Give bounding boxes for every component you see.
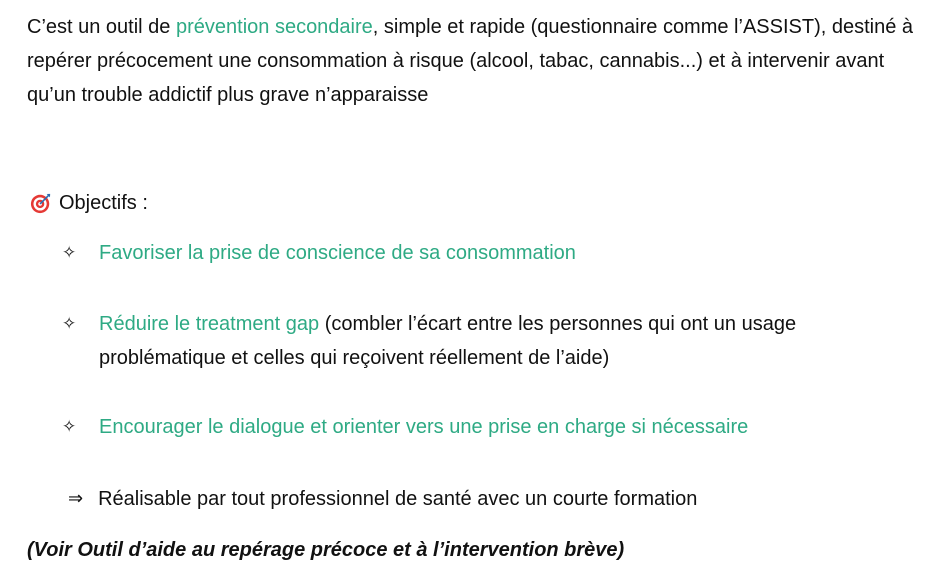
- objective-text: [99, 410, 912, 444]
- conclusion-text: Réalisable par tout professionnel de santé avec un courte formation: [98, 488, 698, 510]
- sparkle-bullet-icon: ✧: [62, 417, 77, 437]
- objective-highlight: Favoriser la prise de conscience de sa consommation: [99, 242, 576, 264]
- objective-text: [99, 307, 912, 375]
- double-arrow-icon: ⇒: [68, 488, 84, 509]
- intro-paragraph: [27, 10, 922, 112]
- objectives-heading-text: Objectifs :: [59, 192, 148, 214]
- objective-item: [62, 410, 912, 444]
- objectives-heading: [30, 186, 148, 220]
- conclusion-line: [68, 482, 697, 516]
- reference-note: (Voir Outil d’aide au repérage précoce et à l’intervention brève): [27, 539, 625, 561]
- objective-highlight: Réduire le treatment gap: [99, 313, 320, 335]
- objective-highlight: Encourager le dialogue et orienter vers une prise en charge si nécessaire: [99, 416, 749, 438]
- objective-item: [62, 307, 912, 375]
- target-icon: [30, 192, 52, 214]
- sparkle-bullet-icon: ✧: [62, 314, 77, 334]
- sparkle-bullet-icon: ✧: [62, 243, 77, 263]
- intro-highlight: prévention secondaire: [175, 16, 373, 38]
- objective-rest: (combler l’écart entre les personnes qui ont un usage problématique et celles qui reçoivent réellement de l’aide): [99, 313, 797, 369]
- objective-text: [99, 236, 912, 270]
- intro-text-after: , simple et rapide (questionnaire comme l’ASSIST), destiné à repérer précocement une consommation à risque (alcool, tabac, cannabis...) et à intervenir avant qu’un trouble addictif plus grave n’apparaisse: [27, 16, 914, 106]
- objective-item: [62, 236, 912, 270]
- intro-text-before: C’est un outil de: [27, 16, 176, 38]
